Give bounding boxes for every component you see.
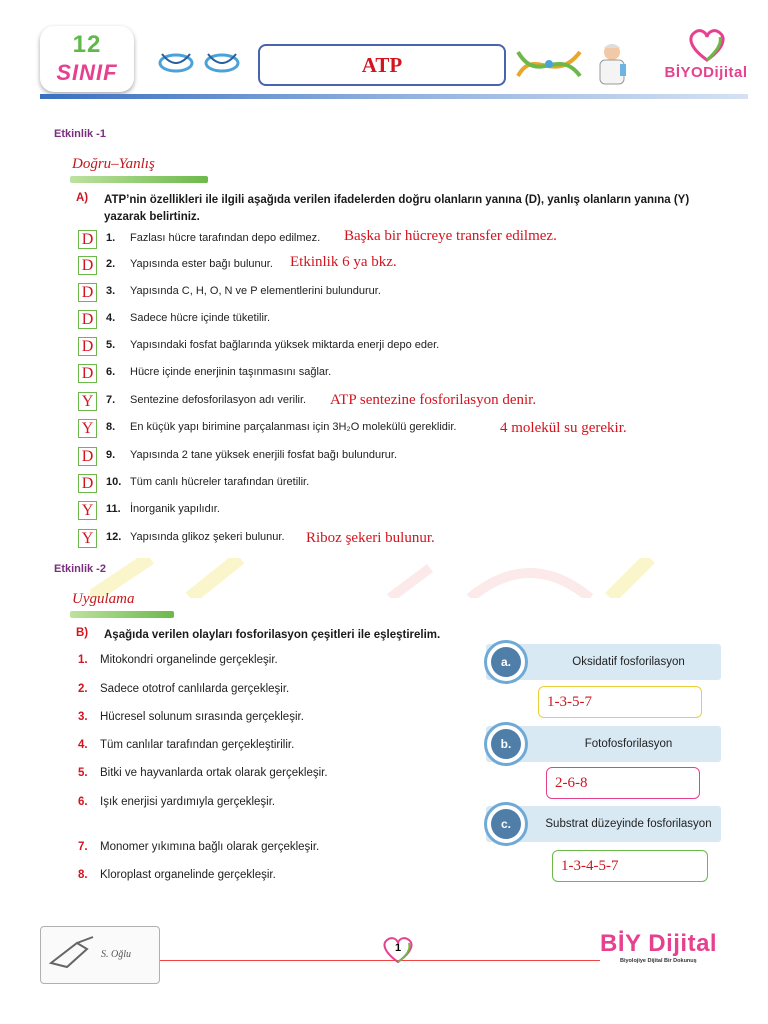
question-a-letter: A) (76, 192, 89, 204)
phosphorylation-type (486, 806, 721, 842)
tf-answer: D (78, 230, 97, 249)
match-statement-text: Tüm canlılar tarafından gerçekleştirilir. (100, 739, 295, 751)
match-statement-text: Hücresel solunum sırasında gerçekleşir. (100, 711, 304, 723)
match-statement-text: Kloroplast organelinde gerçekleşir. (100, 869, 276, 881)
tf-item (78, 310, 718, 332)
tf-answer: D (78, 447, 97, 466)
footer-brand (600, 930, 760, 980)
header-brand (656, 28, 756, 92)
tf-number: 3. (106, 285, 116, 297)
heart-logo-icon (686, 28, 728, 62)
hand-writing-icon (47, 933, 107, 973)
tf-item (78, 501, 718, 523)
match-statement (78, 683, 418, 703)
tf-number: 11. (106, 503, 121, 515)
activity1-title-bar (70, 176, 208, 183)
match-statement-number: 8. (78, 869, 88, 881)
dna-helix-icon (514, 46, 584, 82)
match-statement-text: Sadece ototrof canlılarda gerçekleşir. (100, 683, 290, 695)
tf-statement: En küçük yapı birimine parçalanması için 3H₂O molekülü gereklidir. (130, 421, 457, 433)
brand-name: BİYODijital (664, 64, 748, 81)
match-statement-number: 7. (78, 841, 88, 853)
match-answer-box: 2-6-8 (546, 767, 700, 799)
tf-answer: Y (78, 392, 97, 411)
match-answer-box: 1-3-5-7 (538, 686, 702, 718)
tf-number: 12. (106, 531, 122, 543)
match-statement-number: 6. (78, 796, 88, 808)
match-statement-text: Bitki ve hayvanlarda ortak olarak gerçekleşir. (100, 767, 328, 779)
type-name: Fotofosforilasyon (584, 738, 673, 750)
match-answer-box: 1-3-4-5-7 (552, 850, 708, 882)
type-letter-badge (484, 640, 528, 684)
grade-badge (40, 26, 134, 92)
tf-item (78, 337, 718, 359)
question-a-text: ATP’nin özellikleri ile ilgili aşağıda verilen ifadelerden doğru olanların yanına (D), yanlış olanların yanına (Y) yazarak belirtiniz. (104, 194, 690, 223)
tf-correction-note: 4 molekül su gerekir. (500, 420, 627, 436)
tf-statement: Yapısında C, H, O, N ve P elementlerini bulundurur. (130, 285, 381, 297)
tf-statement: Yapısında 2 tane yüksek enerjili fosfat bağı bulundurur. (130, 449, 398, 461)
tf-answer: D (78, 337, 97, 356)
type-name: Substrat düzeyinde fosforilasyon (545, 818, 712, 830)
match-statement-text: Mitokondri organelinde gerçekleşir. (100, 654, 278, 666)
tf-answer: Y (78, 529, 97, 548)
author-signature-box (40, 926, 160, 984)
match-statement (78, 711, 418, 731)
dna-watermark (90, 558, 730, 598)
grade-word: SINIF (56, 60, 118, 85)
tf-correction-note: ATP sentezine fosforilasyon denir. (330, 392, 537, 408)
phosphorylation-type (486, 726, 721, 762)
activity1-title: Doğru–Yanlış (72, 156, 155, 172)
tf-number: 5. (106, 339, 116, 351)
type-letter: c. (491, 809, 521, 839)
tf-item (78, 283, 718, 305)
tf-number: 1. (106, 232, 116, 244)
tf-answer: D (78, 474, 97, 493)
footer-rule (140, 960, 600, 961)
tf-answer: Y (78, 501, 97, 520)
tf-statement: Hücre içinde enerjinin taşınmasını sağlar. (130, 366, 332, 378)
tf-number: 6. (106, 366, 116, 378)
tf-correction-note: Riboz şekeri bulunur. (306, 530, 435, 546)
tf-answer: D (78, 256, 97, 275)
page-number-badge (380, 936, 416, 964)
tf-number: 10. (106, 476, 122, 488)
grade-number: 12 (72, 31, 102, 58)
type-letter: b. (491, 729, 521, 759)
tf-statement: Yapısında glikoz şekeri bulunur. (130, 531, 285, 543)
match-statement (78, 869, 418, 889)
tf-item (78, 256, 718, 278)
footer-brand-name: BİY Dijital (600, 930, 718, 957)
activity2-label: Etkinlik -2 (54, 563, 106, 575)
match-statement-number: 5. (78, 767, 88, 779)
tf-statement: Fazlası hücre tarafından depo edilmez. (130, 232, 321, 244)
tf-number: 9. (106, 449, 116, 461)
tf-answer: D (78, 283, 97, 302)
tf-item (78, 364, 718, 386)
type-letter: a. (491, 647, 521, 677)
type-letter-badge (484, 802, 528, 846)
tf-number: 2. (106, 258, 116, 270)
match-statement-text: Monomer yıkımına bağlı olarak gerçekleşir. (100, 841, 320, 853)
match-statement-number: 4. (78, 739, 88, 751)
type-name: Oksidatif fosforilasyon (572, 656, 685, 668)
match-statement (78, 767, 418, 787)
tf-statement: Tüm canlı hücreler tarafından üretilir. (130, 476, 310, 488)
scientist-icon (590, 40, 634, 88)
tf-correction-note: Etkinlik 6 ya bkz. (290, 254, 397, 270)
tf-answer: D (78, 364, 97, 383)
match-statement-text: Işık enerjisi yardımıyla gerçekleşir. (100, 796, 276, 808)
question-b-letter: B) (76, 627, 89, 639)
phosphorylation-type (486, 644, 721, 680)
question-b-text: Aşağıda verilen olayları fosforilasyon çeşitleri ile eşleştirelim. (104, 629, 441, 641)
tf-item (78, 447, 718, 469)
footer-tagline: Biyolojiye Dijital Bir Dokunuş (620, 958, 697, 964)
match-statement (78, 841, 418, 861)
tf-correction-note: Başka bir hücreye transfer edilmez. (344, 228, 557, 244)
activity2-title: Uygulama (72, 591, 135, 607)
dna-icon (160, 54, 238, 71)
match-statement-number: 1. (78, 654, 88, 666)
tf-number: 7. (106, 394, 116, 406)
tf-number: 8. (106, 421, 116, 433)
match-statement-number: 2. (78, 683, 88, 695)
tf-item (78, 474, 718, 496)
match-statement (78, 739, 418, 759)
tf-statement: Sentezine defosforilasyon adı verilir. (130, 394, 307, 406)
tf-statement: İnorganik yapılıdır. (130, 503, 220, 515)
header-rule (40, 94, 748, 99)
page-title: ATP (258, 44, 506, 86)
tf-statement: Sadece hücre içinde tüketilir. (130, 312, 271, 324)
dna-icon-left (156, 48, 246, 78)
match-statement (78, 654, 418, 674)
tf-statement: Yapısında ester bağı bulunur. (130, 258, 273, 270)
activity1-label: Etkinlik -1 (54, 128, 106, 140)
author-name: S. Oğlu (101, 949, 131, 960)
type-letter-badge (484, 722, 528, 766)
tf-number: 4. (106, 312, 116, 324)
tf-answer: Y (78, 419, 97, 438)
match-statement-number: 3. (78, 711, 88, 723)
tf-answer: D (78, 310, 97, 329)
page-number: 1 (394, 942, 402, 954)
tf-statement: Yapısındaki fosfat bağlarında yüksek miktarda enerji depo eder. (130, 339, 440, 351)
match-statement (78, 796, 418, 816)
activity2-title-bar (70, 611, 174, 618)
